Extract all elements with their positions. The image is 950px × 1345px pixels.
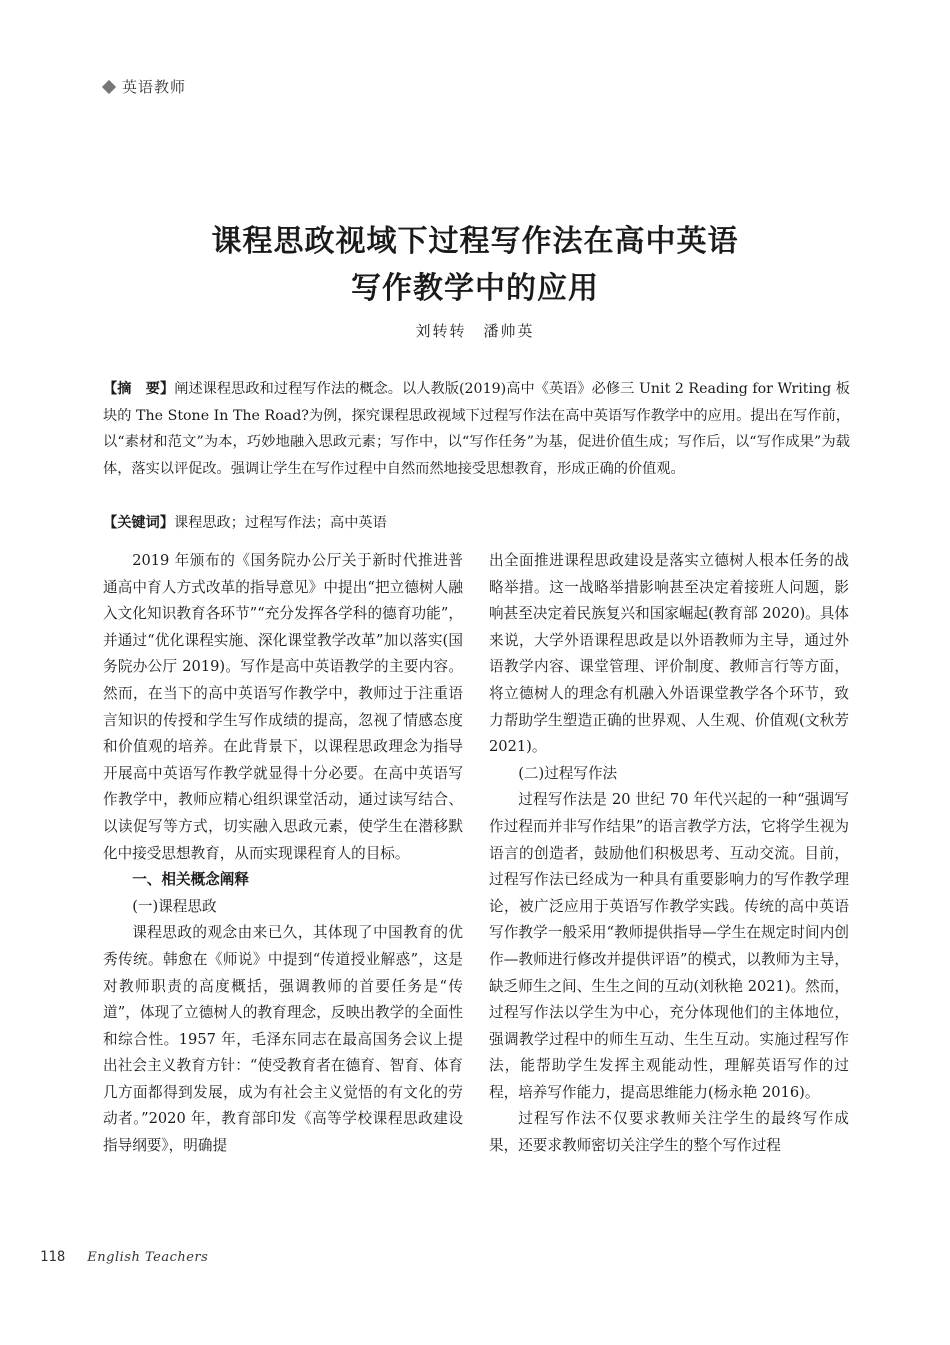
keywords-text: 课程思政；过程写作法；高中英语 xyxy=(173,515,387,531)
process-writing-paragraph-2: 过程写作法不仅要求教师关注学生的最终写作成果，还要求教师密切关注学生的整个写作过程 xyxy=(489,1110,849,1155)
ideology-paragraph-continued: 出全面推进课程思政建设是落实立德树人根本任务的战略举措。这一战略举措影响甚至决定着接班人问题，影响甚至决定着民族复兴和国家崛起(教育部 2020)。具体来说，大学外语课程思政是以外语教师为主导，通过外语教学内容、课堂管理、评价制度、教师言行等方面，将立德树人的理念有机融入外语课堂教学各个环节，致力帮助学生塑造正确的世界观、人生观、价值观(文秋芳 2021)。 xyxy=(489,552,849,756)
title-line-2: 写作教学中的应用 xyxy=(351,271,599,306)
process-writing-paragraph: 过程写作法是 20 世纪 70 年代兴起的一种“强调写作过程而并非写作结果”的语言教学方法，它将学生视为语言的创造者，鼓励他们积极思考、互动交流。目前，过程写作法已经成为一种具有重要影响力的写作教学理论，被广泛应用于英语写作教学实践。传统的高中英语写作教学一般采用“教师提供指导—学生在规定时间内创作—教师进行修改并提供评语”的模式，以教师为主导，缺乏师生之间、生生之间的互动(刘秋艳 2021)。然而，过程写作法以学生为中心，充分体现他们的主体地位，强调教学过程中的师生互动、生生互动。实施过程写作法，能帮助学生发挥主观能动性，理解英语写作的过程，培养写作能力，提高思维能力(杨永艳 2016)。 xyxy=(489,791,849,1101)
keywords-label: 【关键词】 xyxy=(103,515,174,531)
running-head xyxy=(103,76,186,97)
left-column xyxy=(103,548,463,1160)
diamond-icon xyxy=(102,79,116,93)
abstract xyxy=(103,376,850,482)
authors: 刘转转 潘帅英 xyxy=(415,322,535,340)
title-line-1: 课程思政视域下过程写作法在高中英语 xyxy=(211,224,739,259)
page-number: 118 xyxy=(40,1249,66,1265)
keywords xyxy=(103,510,850,537)
journal-section-label: 英语教师 xyxy=(122,78,187,96)
section-heading-concepts: 一、相关概念阐释 xyxy=(132,871,249,889)
intro-paragraph: 2019 年颁布的《国务院办公厅关于新时代推进普通高中育人方式改革的指导意见》中提出“把立德树人融入文化知识教育各环节”“充分发挥各学科的德育功能”，并通过“优化课程实施、深化课堂教学改革”加以落实(国务院办公厅 2019)。写作是高中英语教学的主要内容。然而，在当下的高中英语写作教学中，教师过于注重语言知识的传授和学生写作成绩的提高，忽视了情感态度和价值观的培养。在此背景下，以课程思政理念为指导开展高中英语写作教学就显得十分必要。在高中英语写作教学中，教师应精心组织课堂活动，通过读写结合、以读促写等方式，切实融入思政元素，使学生在潜移默化中接受思想教育，从而实现课程育人的目标。 xyxy=(103,552,463,862)
ideology-paragraph: 课程思政的观念由来已久，其体现了中国教育的优秀传统。韩愈在《师说》中提到“传道授业解惑”，这是对教师职责的高度概括，强调教师的首要任务是“传道”，体现了立德树人的教育理念，反映出教学的全面性和综合性。1957 年，毛泽东同志在最高国务会议上提出社会主义教育方针：“使受教育者在德育、智育、体育几方面都得到发展，成为有社会主义觉悟的有文化的劳动者。”2020 年，教育部印发《高等学校课程思政建设指导纲要》，明确提 xyxy=(103,924,463,1155)
right-column xyxy=(489,548,849,1160)
subsection-heading-process-writing: (二)过程写作法 xyxy=(518,764,618,782)
journal-name: English Teachers xyxy=(87,1250,209,1265)
abstract-label: 【摘 要】 xyxy=(103,381,175,397)
article-title xyxy=(0,218,950,312)
abstract-text: 阐述课程思政和过程写作法的概念。以人教版(2019)高中《英语》必修三 Unit 2 Reading for Writing 板块的 The Stone In The Road?为例，探究课程思政视域下过程写作法在高中英语写作教学中的应用。提出在写作前，以“素材和范文”为本，巧妙地融入思政元素；写作中，以“写作任务”为基，促进价值生成；写作后，以“写作成果”为载体，落实以评促改。强调让学生在写作过程中自然而然地接受思想教育，形成正确的价值观。 xyxy=(103,381,850,477)
page-footer xyxy=(40,1249,208,1265)
subsection-heading-ideology: (一)课程思政 xyxy=(132,897,217,915)
